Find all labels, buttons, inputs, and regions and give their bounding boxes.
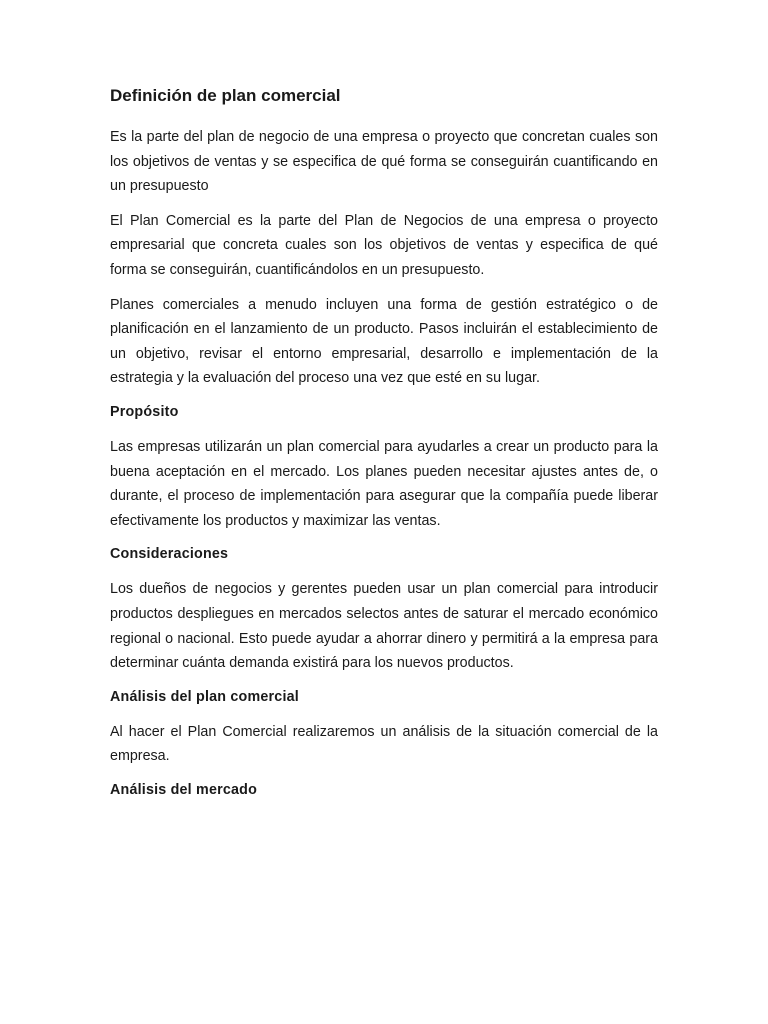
section-paragraph-proposito: Las empresas utilizarán un plan comercial para ayudarles a crear un producto para la buena aceptación en el mercado. Los planes pueden necesitar ajustes antes de, o durante, el proceso de implementación para asegurar que la compañía puede liberar efectivamente los productos y maximizar las ventas. <box>110 438 658 529</box>
section-heading-analisis-plan: Análisis del plan comercial <box>110 688 299 705</box>
section-heading-analisis-mercado: Análisis del mercado <box>110 781 258 798</box>
section-paragraph-consideraciones: Los dueños de negocios y gerentes pueden usar un plan comercial para introducir productos despliegues en mercados selectos antes de saturar el mercado económico regional o nacional. Esto puede ayudar a ahorrar dinero y permitirá a la empresa para determinar cuánta demanda existirá para los nuevos productos. <box>110 581 658 672</box>
intro-paragraph: Es la parte del plan de negocio de una empresa o proyecto que concretan cuales son los objetivos de ventas y se especifica de qué forma se conseguirán cuantificando en un presupuesto <box>110 129 658 195</box>
section-paragraph-analisis-plan: Al hacer el Plan Comercial realizaremos un análisis de la situación comercial de la empresa. <box>110 723 658 765</box>
section-heading-proposito: Propósito <box>110 403 179 420</box>
intro-paragraph: Planes comerciales a menudo incluyen una forma de gestión estratégico o de planificación en el lanzamiento de un producto. Pasos incluirán el establecimiento de un objetivo, revisar el entorno empresarial, desarrollo e implementación de la estrategia y la evaluación del proceso una vez que esté en su lugar. <box>110 296 658 387</box>
document-page <box>110 85 658 813</box>
document-title: Definición de plan comercial <box>110 86 341 105</box>
section-heading-consideraciones: Consideraciones <box>110 546 229 563</box>
intro-paragraph: El Plan Comercial es la parte del Plan de Negocios de una empresa o proyecto empresarial que concreta cuales son los objetivos de ventas y especifica de qué forma se conseguirán, cuantificándolos en un presupuesto. <box>110 212 658 278</box>
